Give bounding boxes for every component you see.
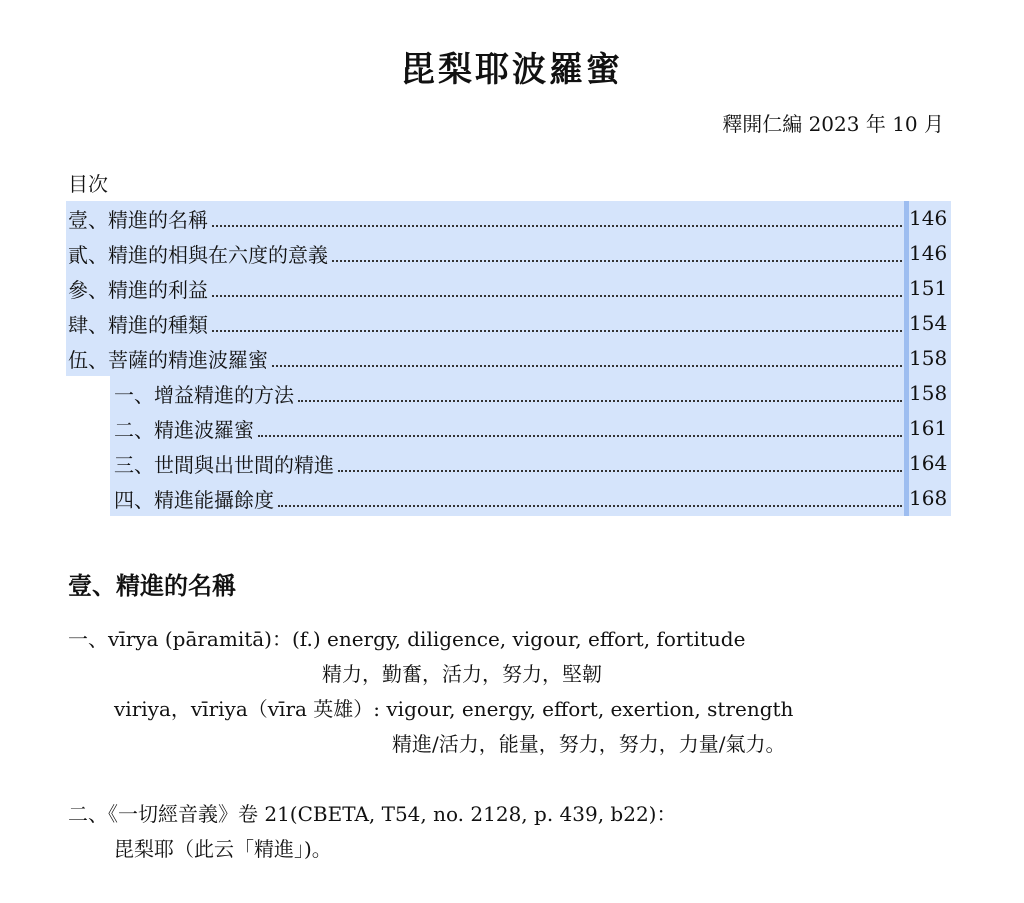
toc-page-number: 168 bbox=[904, 481, 951, 516]
toc-page-number: 164 bbox=[904, 446, 951, 481]
toc-page-number: 154 bbox=[904, 306, 951, 341]
definition-line-2: 精力，勤奮，活力，努力，堅韌 bbox=[322, 662, 602, 686]
toc-page-number: 161 bbox=[904, 411, 951, 446]
toc-leader-dots bbox=[338, 469, 902, 472]
toc-subentry-label: 二、精進波羅蜜 bbox=[114, 418, 254, 442]
citation-line-2: 毘梨耶（此云「精進」)。 bbox=[114, 837, 332, 861]
table-of-contents bbox=[66, 201, 951, 516]
toc-row[interactable] bbox=[66, 341, 951, 376]
section-heading: 壹、精進的名稱 bbox=[68, 571, 236, 600]
author-line: 釋開仁編 2023 年 10 月 bbox=[722, 112, 944, 136]
toc-heading: 目次 bbox=[68, 172, 108, 196]
toc-leader-dots bbox=[212, 294, 902, 297]
toc-page-number: 151 bbox=[904, 271, 951, 306]
toc-leader-dots bbox=[212, 224, 902, 227]
toc-leader-dots bbox=[298, 399, 902, 402]
toc-subrow[interactable] bbox=[110, 446, 951, 481]
toc-leader-dots bbox=[278, 504, 902, 507]
toc-subentry-label: 三、世間與出世間的精進 bbox=[114, 453, 334, 477]
citation-line-1: 二、《一切經音義》卷 21(CBETA, T54, no. 2128, p. 439, b22)： bbox=[68, 802, 677, 826]
page-title: 毘梨耶波羅蜜 bbox=[401, 50, 623, 90]
toc-leader-dots bbox=[258, 434, 902, 437]
definition-line-3: viriya，vīriya（vīra 英雄）: vigour, energy, effort, exertion, strength bbox=[114, 697, 794, 721]
toc-row[interactable] bbox=[66, 306, 951, 341]
toc-leader-dots bbox=[212, 329, 902, 332]
toc-subentry-label: 一、增益精進的方法 bbox=[114, 383, 294, 407]
toc-subentry-label: 四、精進能攝餘度 bbox=[114, 488, 274, 512]
toc-entry-label: 參、精進的利益 bbox=[68, 278, 208, 302]
toc-entry-label: 貳、精進的相與在六度的意義 bbox=[68, 243, 328, 267]
toc-page-number: 158 bbox=[904, 376, 951, 411]
toc-entry-label: 壹、精進的名稱 bbox=[68, 208, 208, 232]
toc-page-number: 146 bbox=[904, 236, 951, 271]
toc-row[interactable] bbox=[66, 201, 951, 236]
toc-entry-label: 肆、精進的種類 bbox=[68, 313, 208, 337]
toc-entry-label: 伍、菩薩的精進波羅蜜 bbox=[68, 348, 268, 372]
toc-subrow[interactable] bbox=[110, 376, 951, 411]
toc-leader-dots bbox=[272, 364, 902, 367]
toc-page-number: 146 bbox=[904, 201, 951, 236]
toc-subrow[interactable] bbox=[110, 481, 951, 516]
toc-row[interactable] bbox=[66, 271, 951, 306]
definition-line-4: 精進/活力，能量，努力，努力，力量/氣力。 bbox=[392, 732, 786, 756]
toc-row[interactable] bbox=[66, 236, 951, 271]
toc-leader-dots bbox=[332, 259, 902, 262]
toc-subrow[interactable] bbox=[110, 411, 951, 446]
definition-line-1: 一、vīrya (pāramitā)：(f.) energy, diligence, vigour, effort, fortitude bbox=[68, 627, 746, 651]
toc-page-number: 158 bbox=[904, 341, 951, 376]
